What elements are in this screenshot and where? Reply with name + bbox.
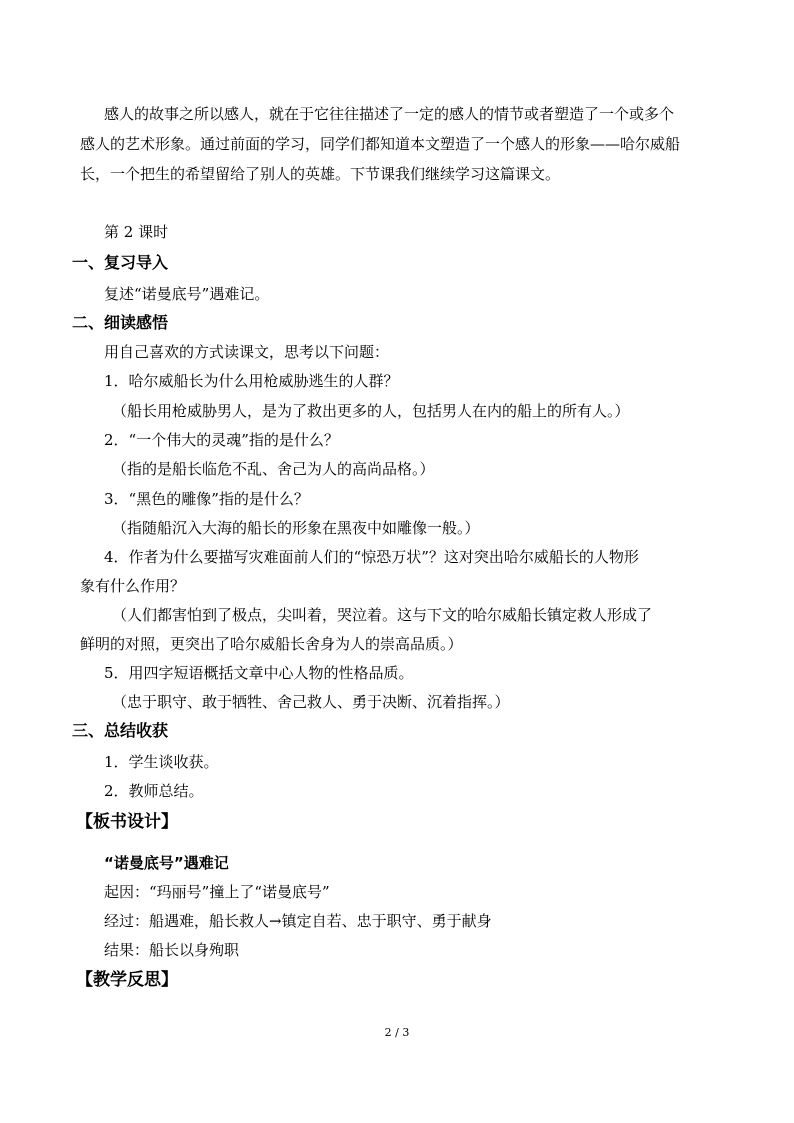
question-2: 2．“一个伟大的灵魂”指的是什么？ [104,431,339,449]
intro-line-2: 感人的艺术形象。通过前面的学习，同学们都知道本文塑造了一个感人的形象——哈尔威船 [80,135,681,153]
section-3-heading: 三、总结收获 [72,721,169,740]
answer-3: （指随船沉入大海的船长的形象在黑夜中如雕像一般。） [112,519,480,537]
board-title: “诺曼底号”遇难记 [104,854,229,872]
summary-item-2: 2．教师总结。 [104,782,204,800]
question-4-line-2: 象有什么作用？ [80,577,186,595]
answer-4-line-2: 鲜明的对照，更突出了哈尔威船长舍身为人的崇高品质。） [80,635,463,653]
board-cause: 起因：“玛丽号”撞上了“诺曼底号” [104,883,330,901]
intro-line-1: 感人的故事之所以感人，就在于它往往描述了一定的感人的情节或者塑造了一个或多个 [104,105,675,123]
answer-4-line-1: （人们都害怕到了极点，尖叫着，哭泣着。这与下文的哈尔威船长镇定救人形成了 [112,606,653,624]
answer-2: （指的是船长临危不乱、舍己为人的高尚品格。） [112,460,435,478]
section-2-heading: 二、细读感悟 [72,313,169,332]
board-result: 结果：船长以身殉职 [104,941,240,959]
question-1: 1．哈尔威船长为什么用枪威胁逃生的人群？ [104,372,399,390]
section-1-text: 复述“诺曼底号”遇难记。 [104,285,270,303]
question-3: 3．“黑色的雕像”指的是什么？ [104,490,309,508]
answer-5: （忠于职守、敢于牺牲、舍己救人、勇于决断、沉着指挥。） [112,693,510,711]
intro-line-3: 长，一个把生的希望留给了别人的英雄。下节课我们继续学习这篇课文。 [80,165,561,183]
lesson-title: 第 2 课时 [104,223,169,241]
question-5: 5．用四字短语概括文章中心人物的性格品质。 [104,664,414,682]
section-1-heading: 一、复习导入 [72,253,169,272]
question-4-line-1: 4．作者为什么要描写灾难面前人们的“惊恐万状”？这对突出哈尔威船长的人物形 [104,548,639,566]
section-2-intro: 用自己喜欢的方式读课文，思考以下问题： [104,343,390,361]
summary-item-1: 1．学生谈收获。 [104,753,219,771]
board-design-heading: 【板书设计】 [76,812,178,832]
answer-1: （船长用枪威胁男人，是为了救出更多的人，包括男人在内的船上的所有人。） [112,402,630,420]
page-number: 2 / 3 [384,1026,410,1039]
board-process: 经过：船遇难，船长救人→镇定自若、忠于职守、勇于献身 [104,912,492,930]
reflection-heading: 【教学反思】 [76,970,178,990]
